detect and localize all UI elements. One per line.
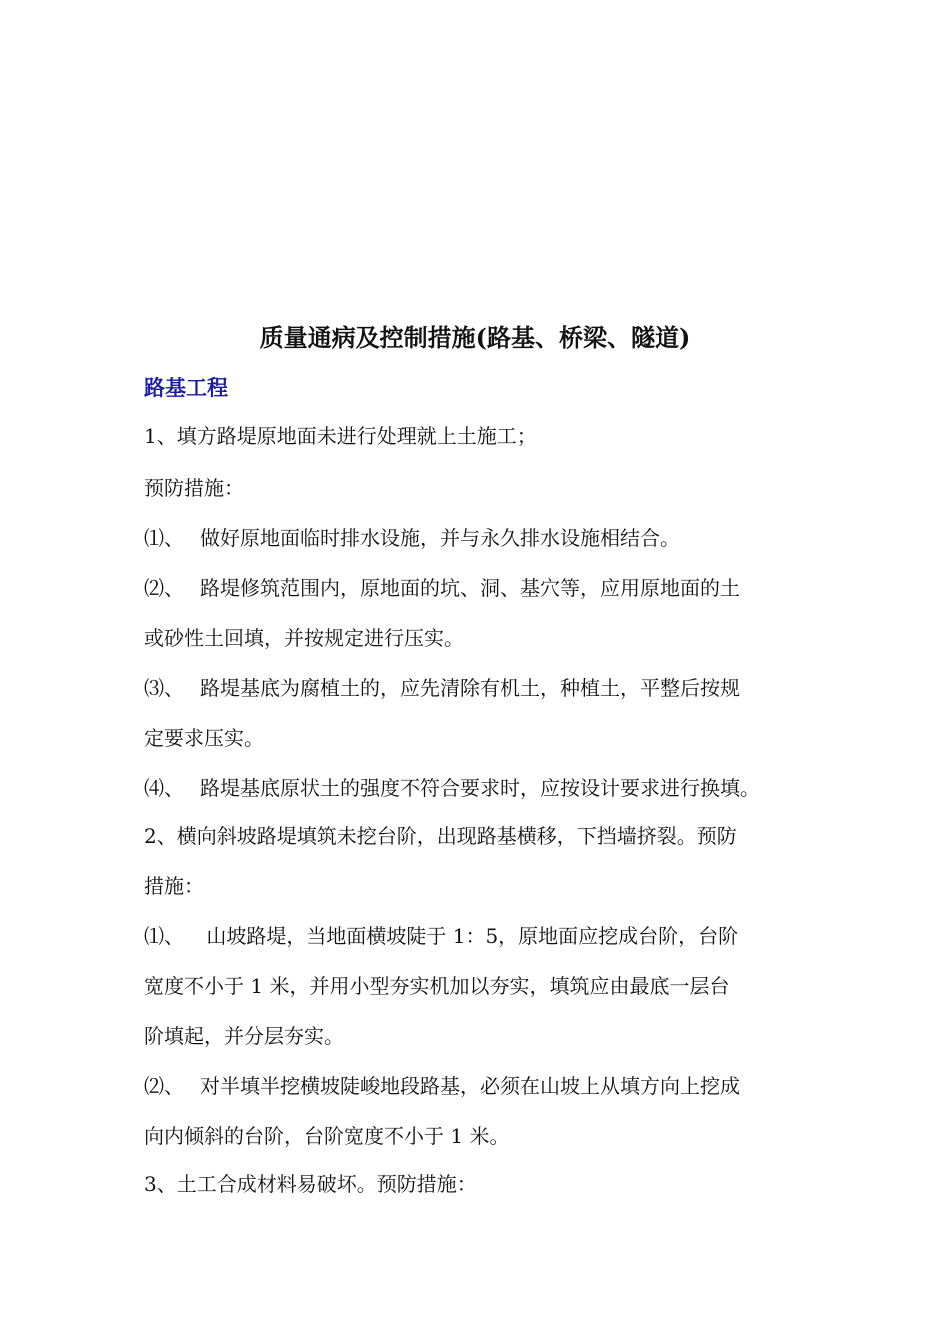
line-text: 措施： — [144, 874, 204, 898]
line-text: 1、填方路堤原地面未进行处理就上土施工； — [144, 424, 537, 448]
text-line — [144, 770, 760, 806]
line-text: 3、土工合成材料易破坏。预防措施： — [144, 1172, 477, 1196]
line-text: 路堤基底为腐植土的，应先清除有机土，种植土，平整后按规 — [200, 676, 740, 700]
line-text: 对半填半挖横坡陡峻地段路基，必须在山坡上从填方向上挖成 — [200, 1074, 740, 1098]
text-line — [144, 520, 680, 556]
line-text: 预防措施： — [144, 476, 244, 500]
document-title: 质量通病及控制措施(路基、桥梁、隧道) — [259, 323, 691, 352]
item-number: ⑵、 — [144, 1074, 184, 1098]
item-number: ⑶、 — [144, 676, 184, 700]
text-line — [144, 918, 738, 954]
text-line — [144, 868, 204, 904]
text-line — [144, 418, 537, 454]
section-heading: 路基工程 — [144, 375, 228, 400]
text-line — [144, 620, 464, 656]
line-text: 做好原地面临时排水设施，并与永久排水设施相结合。 — [200, 526, 680, 550]
item-number: ⑵、 — [144, 576, 184, 600]
line-text: 阶填起，并分层夯实。 — [144, 1024, 344, 1048]
line-text: 路堤修筑范围内，原地面的坑、洞、基穴等，应用原地面的土 — [200, 576, 740, 600]
line-text: 宽度不小于 1 米，并用小型夯实机加以夯实，填筑应由最底一层台 — [144, 974, 730, 998]
line-text: 山坡路堤，当地面横坡陡于 1：5，原地面应挖成台阶，台阶 — [200, 924, 739, 948]
line-text: 定要求压实。 — [144, 726, 264, 750]
text-line — [144, 470, 244, 506]
text-line — [144, 968, 729, 1004]
text-line — [144, 1068, 740, 1104]
line-text: 向内倾斜的台阶，台阶宽度不小于 1 米。 — [144, 1124, 510, 1148]
line-text: 路堤基底原状土的强度不符合要求时，应按设计要求进行换填。 — [200, 776, 760, 800]
text-line — [144, 1118, 509, 1154]
item-number: ⑷、 — [144, 776, 184, 800]
line-text: 或砂性土回填，并按规定进行压实。 — [144, 626, 464, 650]
text-line — [144, 720, 264, 756]
text-line — [144, 570, 740, 606]
item-number: ⑴、 — [144, 924, 184, 948]
text-line — [144, 1166, 477, 1202]
text-line — [144, 818, 737, 854]
text-line — [144, 1018, 344, 1054]
item-number: ⑴、 — [144, 526, 184, 550]
line-text: 2、横向斜坡路堤填筑未挖台阶，出现路基横移，下挡墙挤裂。预防 — [144, 824, 737, 848]
text-line — [144, 670, 740, 706]
